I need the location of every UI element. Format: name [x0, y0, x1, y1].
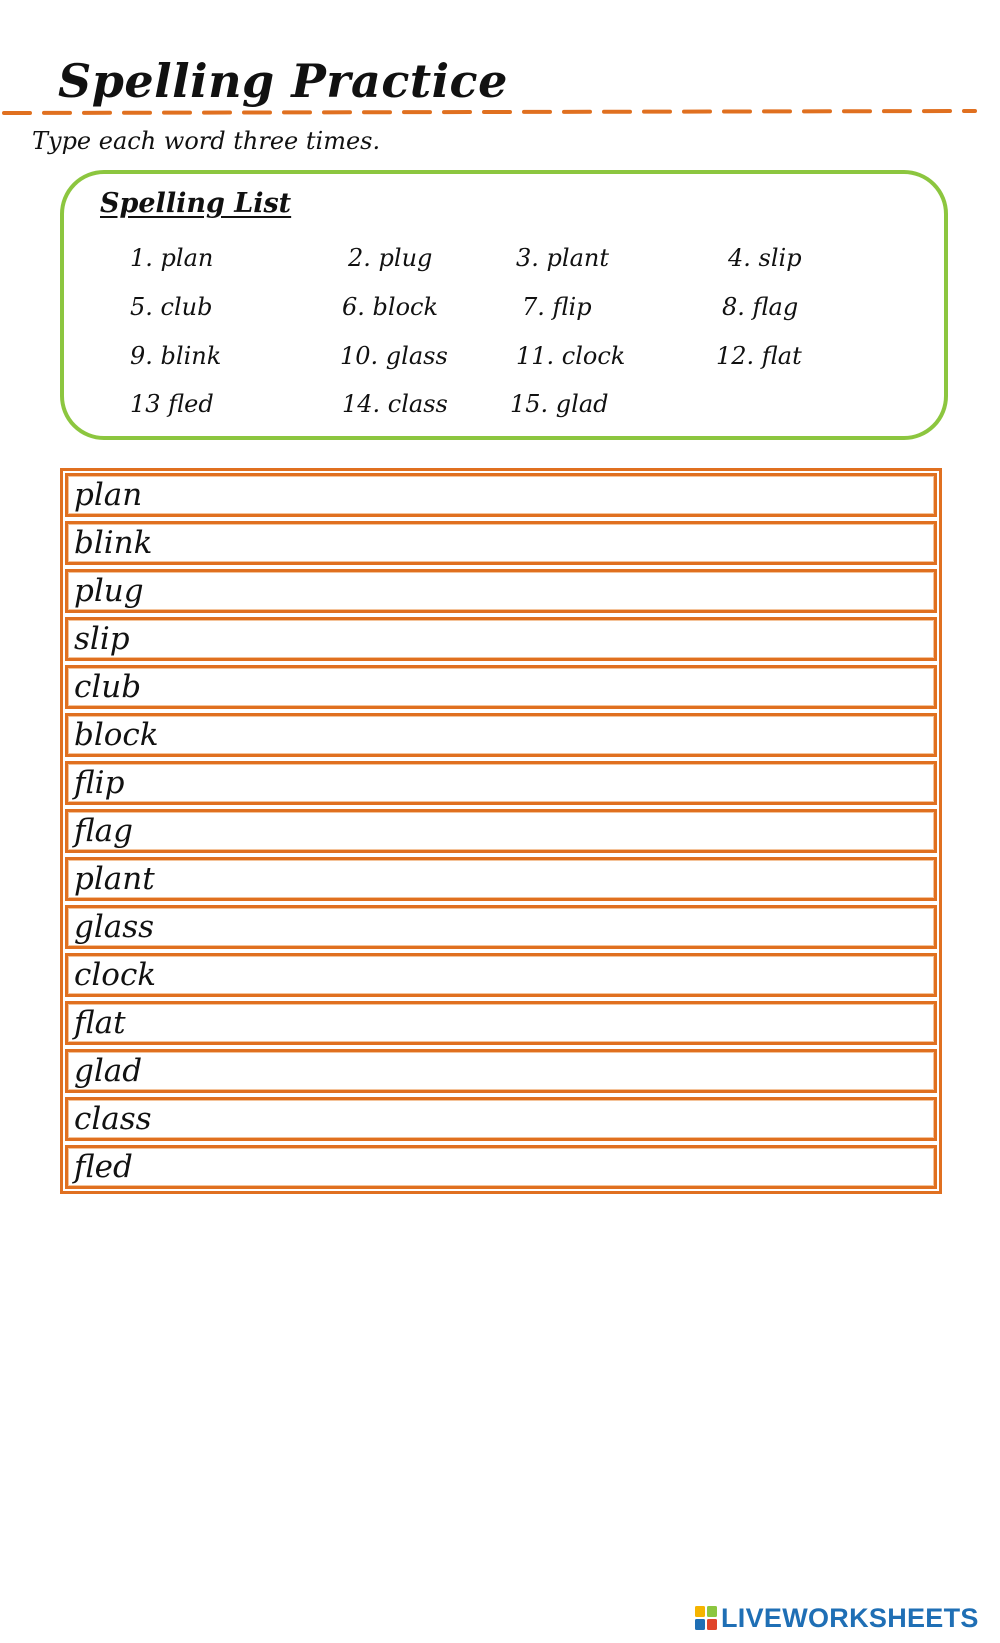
- practice-input[interactable]: [130, 620, 934, 658]
- list-item: 1. plan: [130, 244, 214, 272]
- title-dashed-divider: [0, 108, 1000, 118]
- practice-input[interactable]: [142, 476, 934, 514]
- practice-row: [65, 713, 937, 757]
- practice-row: [65, 521, 937, 565]
- list-item: 4. slip: [728, 244, 802, 272]
- practice-row: [65, 617, 937, 661]
- practice-row: [65, 953, 937, 997]
- row-word-label: block: [74, 717, 159, 753]
- list-item: 12. flat: [716, 342, 802, 370]
- row-word-label: fled: [74, 1149, 133, 1185]
- row-word-label: flip: [74, 765, 125, 801]
- practice-input[interactable]: [152, 524, 934, 562]
- list-item: 5. club: [130, 293, 213, 321]
- brand-name: LIVEWORKSHEETS: [721, 1602, 979, 1633]
- practice-row: [65, 569, 937, 613]
- list-item: 9. blink: [130, 342, 222, 370]
- practice-row: [65, 905, 937, 949]
- row-word-label: plan: [74, 477, 143, 513]
- row-word-label: slip: [74, 621, 130, 657]
- practice-row: [65, 1001, 937, 1045]
- practice-row: [65, 761, 937, 805]
- row-word-label: class: [74, 1101, 152, 1137]
- practice-input[interactable]: [152, 1100, 934, 1138]
- practice-input[interactable]: [133, 1148, 934, 1186]
- row-word-label: flat: [74, 1005, 126, 1041]
- list-item: 6. block: [342, 293, 438, 321]
- practice-input[interactable]: [159, 716, 934, 754]
- row-word-label: clock: [74, 957, 157, 993]
- list-item: 7. flip: [522, 293, 592, 321]
- practice-row: [65, 1145, 937, 1189]
- practice-row: [65, 473, 937, 517]
- practice-input[interactable]: [142, 1052, 934, 1090]
- row-word-label: flag: [74, 813, 134, 849]
- practice-input[interactable]: [124, 764, 934, 802]
- practice-row: [65, 857, 937, 901]
- list-item: 3. plant: [516, 244, 609, 272]
- practice-row: [65, 665, 937, 709]
- practice-rows: [60, 468, 942, 1194]
- row-word-label: blink: [74, 525, 153, 561]
- row-word-label: glad: [74, 1053, 143, 1089]
- practice-row: [65, 1049, 937, 1093]
- list-item: 15. glad: [510, 390, 609, 418]
- list-item: 10. glass: [340, 342, 448, 370]
- row-word-label: plant: [74, 861, 155, 897]
- practice-input[interactable]: [126, 1004, 934, 1042]
- practice-row: [65, 1097, 937, 1141]
- list-item: 2. plug: [348, 244, 433, 272]
- row-word-label: glass: [74, 909, 155, 945]
- row-word-label: plug: [74, 573, 144, 609]
- liveworksheets-logo-icon: [694, 1605, 718, 1631]
- spelling-list-heading: Spelling List: [100, 188, 292, 219]
- spelling-list-box: [60, 170, 948, 440]
- list-item: 8. flag: [722, 293, 799, 321]
- list-item: 13 fled: [130, 390, 214, 418]
- practice-input[interactable]: [141, 668, 934, 706]
- liveworksheets-brand: [694, 1602, 979, 1634]
- practice-row: [65, 809, 937, 853]
- practice-input[interactable]: [156, 956, 934, 994]
- page-title: Spelling Practice: [58, 54, 508, 108]
- list-item: 14. class: [342, 390, 448, 418]
- practice-input[interactable]: [155, 860, 934, 898]
- list-item: 11. clock: [516, 342, 626, 370]
- row-word-label: club: [74, 669, 142, 705]
- practice-input[interactable]: [154, 908, 934, 946]
- instructions-text: Type each word three times.: [32, 127, 381, 155]
- practice-input[interactable]: [133, 812, 934, 850]
- practice-input[interactable]: [144, 572, 934, 610]
